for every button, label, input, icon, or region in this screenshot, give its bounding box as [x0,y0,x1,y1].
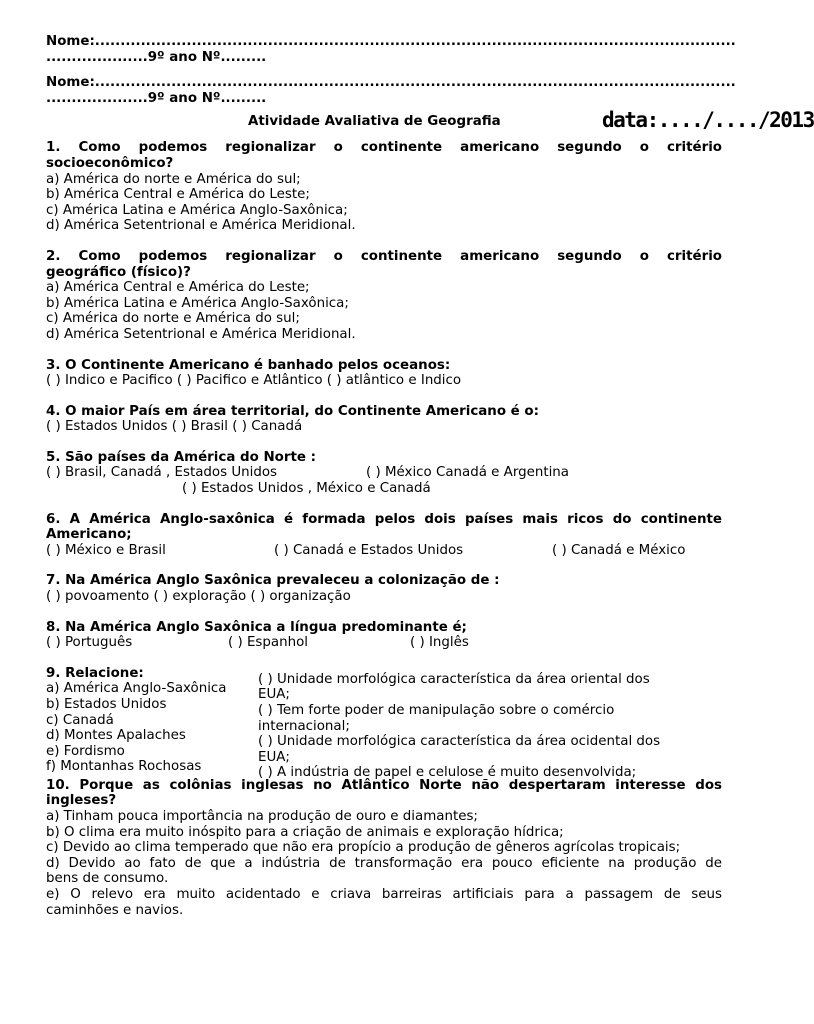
question-title: 7. Na América Anglo Saxônica prevaleceu a colonização de : [46,573,500,589]
question-title-cont: ingleses? [46,793,117,809]
question-title: 4. O maior País em área territorial, do Continente Americano é o: [46,403,539,419]
question-title: 5. São países da América do Norte : [46,449,316,465]
question-6 [46,512,722,559]
options: ( ) Estados Unidos ( ) Brasil ( ) Canadá [46,419,303,435]
relate-item: f) Montanhas Rochosas [46,759,202,775]
option: ( ) Português [46,635,133,651]
relate-statement: internacional; [258,718,350,734]
relate-statement: ( ) Tem forte poder de manipulação sobre o comércio [258,703,615,718]
grade-line: ....................9º ano Nº......... [46,90,267,106]
option: ( ) México Canadá e Argentina [366,465,569,481]
question-10 [46,778,722,918]
relate-item: e) Fordismo [46,743,125,759]
option: d) América Setentrional e América Meridional. [46,326,356,342]
options-row [46,481,722,497]
relate-right-column [258,672,722,781]
question-title: 9. Relacione: [46,665,144,681]
question-2 [46,249,722,343]
page-title: Atividade Avaliativa de Geografia [248,114,501,130]
option-cont: bens de consumo. [46,871,169,887]
question-title: 6. A América Anglo-saxônica é formada pelos dois países mais ricos do continente [46,511,722,527]
option: e) O relevo era muito acidentado e criava barreiras artificiais para a passagem de seus [46,886,722,902]
question-7 [46,573,722,604]
option: ( ) Canadá e Estados Unidos [274,542,464,558]
option: a) América Central e América do Leste; [46,280,310,296]
option: c) América Latina e América Anglo-Saxônica; [46,202,348,218]
name-line: Nome:.............................................................................................................................. [46,34,736,49]
option: b) América Latina e América Anglo-Saxônica; [46,295,349,311]
student-header-1 [46,34,736,65]
options-row [46,635,722,651]
option: ( ) Brasil, Canadá , Estados Unidos [46,465,278,481]
title-row [46,108,814,140]
relate-item: b) Estados Unidos [46,697,167,712]
options-row [46,465,722,481]
option: d) América Setentrional e América Meridional. [46,218,356,234]
option: a) Tinham pouca importância na produção de ouro e diamantes; [46,809,478,824]
question-title-cont: socioeconômico? [46,155,174,171]
question-title-cont: geográfico (físico)? [46,264,191,280]
option: b) América Central e América do Leste; [46,187,310,203]
relate-statement: ( ) A indústria de papel e celulose é muito desenvolvida; [258,765,637,781]
question-8 [46,620,722,651]
option: a) América do norte e América do sul; [46,171,301,187]
relate-item: d) Montes Apalaches [46,728,186,744]
question-3 [46,358,722,389]
question-title: 3. O Continente Americano é banhado pelos oceanos: [46,357,451,373]
option: ( ) Canadá e México [552,542,686,558]
option: c) América do norte e América do sul; [46,311,300,327]
name-line: Nome:.............................................................................................................................. [46,75,736,91]
relate-item: c) Canadá [46,712,114,728]
question-title: 10. Porque as colônias inglesas no Atlântico Norte não despertaram interesse dos [46,777,722,793]
question-4 [46,404,722,435]
option: ( ) México e Brasil [46,542,166,558]
relate-statement: EUA; [258,749,290,765]
date-field: data:..../..../2013 [602,108,814,133]
options-row [46,543,722,559]
question-5 [46,450,722,497]
grade-line: ....................9º ano Nº......... [46,49,267,65]
question-title: 8. Na América Anglo Saxônica a língua predominante é; [46,619,467,635]
option: b) O clima era muito inóspito para a criação de animais e exploração hídrica; [46,824,564,840]
question-9 [46,665,722,781]
option: ( ) Estados Unidos , México e Canadá [182,481,431,497]
relate-item: a) América Anglo-Saxônica [46,681,227,697]
option: c) Devido ao clima temperado que não era propício a produção de gêneros agrícolas tropicais; [46,840,681,856]
option: ( ) Inglês [410,635,469,651]
question-title: 1. Como podemos regionalizar o continente americano segundo o critério [46,140,722,156]
options: ( ) Indico e Pacifico ( ) Pacifico e Atlântico ( ) atlântico e Indico [46,373,462,389]
question-1 [46,140,722,234]
question-title-cont: Americano; [46,527,132,543]
student-header-2 [46,75,736,106]
worksheet-page [46,34,814,918]
option: ( ) Espanhol [228,635,308,651]
relate-statement: EUA; [258,687,290,703]
options: ( ) povoamento ( ) exploração ( ) organização [46,589,351,605]
relate-statement: ( ) Unidade morfológica característica da área ocidental dos [258,734,661,750]
relate-left-column [46,666,256,775]
relate-statement: ( ) Unidade morfológica característica da área oriental dos [258,671,650,687]
option-cont: caminhões e navios. [46,902,184,918]
question-title: 2. Como podemos regionalizar o continente americano segundo o critério [46,248,722,264]
option: d) Devido ao fato de que a indústria de transformação era pouco eficiente na produção de [46,855,722,871]
